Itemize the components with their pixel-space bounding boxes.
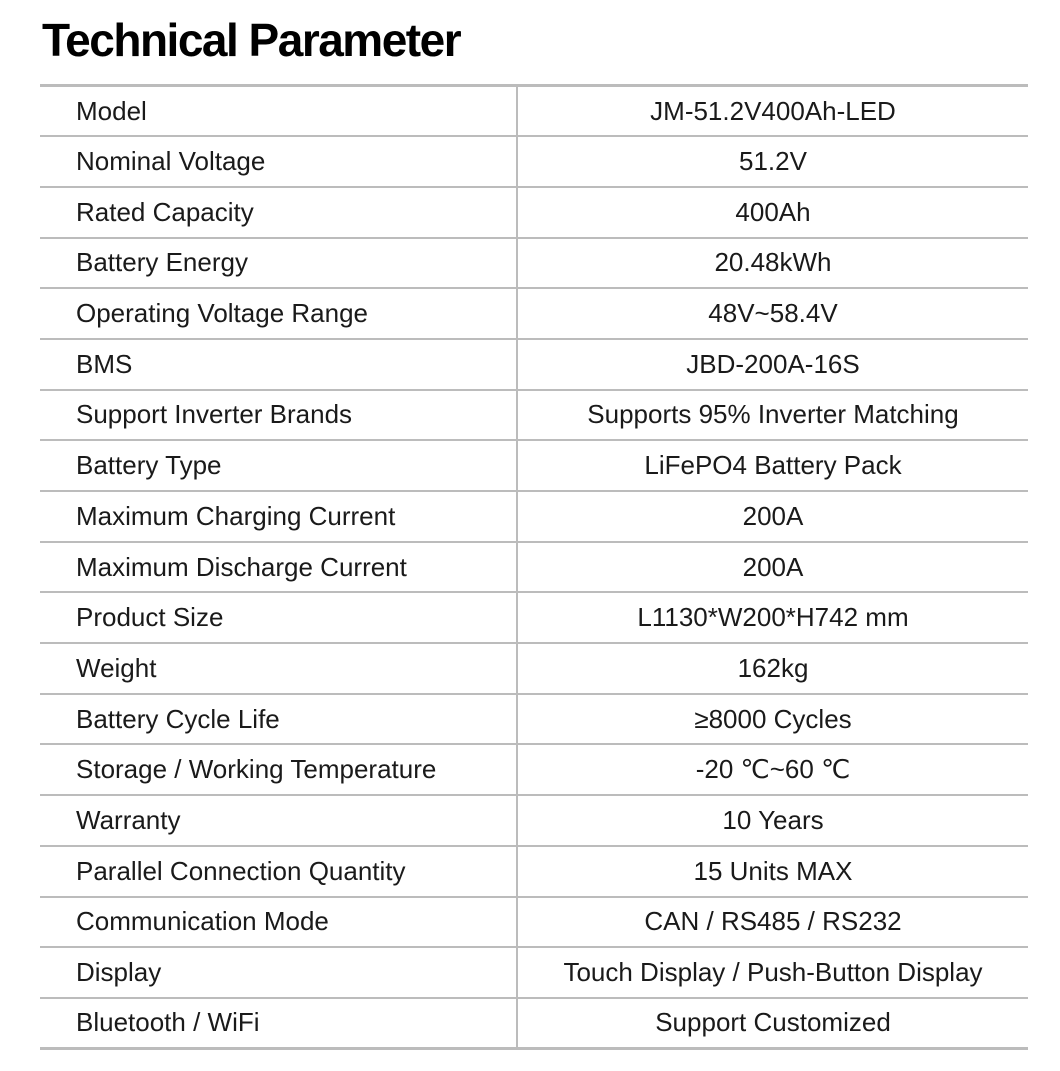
param-name: Storage / Working Temperature	[40, 744, 517, 795]
param-value: Supports 95% Inverter Matching	[517, 390, 1028, 441]
param-value: 200A	[517, 491, 1028, 542]
table-row	[40, 795, 1028, 846]
table-row	[40, 86, 1028, 137]
param-name: Communication Mode	[40, 897, 517, 948]
param-name: BMS	[40, 339, 517, 390]
table-row	[40, 744, 1028, 795]
table-row	[40, 390, 1028, 441]
table-row	[40, 238, 1028, 289]
param-value: CAN / RS485 / RS232	[517, 897, 1028, 948]
table-row	[40, 947, 1028, 998]
table-row	[40, 846, 1028, 897]
param-name: Battery Energy	[40, 238, 517, 289]
param-value: LiFePO4 Battery Pack	[517, 440, 1028, 491]
param-value: 15 Units MAX	[517, 846, 1028, 897]
param-name: Product Size	[40, 592, 517, 643]
param-value: 51.2V	[517, 136, 1028, 187]
table-row	[40, 592, 1028, 643]
param-name: Operating Voltage Range	[40, 288, 517, 339]
table-row	[40, 187, 1028, 238]
table-row	[40, 440, 1028, 491]
param-value: JBD-200A-16S	[517, 339, 1028, 390]
param-name: Display	[40, 947, 517, 998]
param-value: 20.48kWh	[517, 238, 1028, 289]
table-row	[40, 339, 1028, 390]
param-name: Model	[40, 86, 517, 137]
param-name: Bluetooth / WiFi	[40, 998, 517, 1049]
table-row	[40, 897, 1028, 948]
param-value: 162kg	[517, 643, 1028, 694]
param-value: 48V~58.4V	[517, 288, 1028, 339]
table-row	[40, 643, 1028, 694]
param-name: Parallel Connection Quantity	[40, 846, 517, 897]
table-row	[40, 136, 1028, 187]
param-value: L1130*W200*H742 mm	[517, 592, 1028, 643]
param-value: 400Ah	[517, 187, 1028, 238]
table-row	[40, 288, 1028, 339]
param-name: Battery Cycle Life	[40, 694, 517, 745]
param-value: -20 ℃~60 ℃	[517, 744, 1028, 795]
param-name: Weight	[40, 643, 517, 694]
param-name: Nominal Voltage	[40, 136, 517, 187]
param-name: Rated Capacity	[40, 187, 517, 238]
param-value: 10 Years	[517, 795, 1028, 846]
page-title: Technical Parameter	[42, 14, 461, 66]
param-name: Battery Type	[40, 440, 517, 491]
param-value: Support Customized	[517, 998, 1028, 1049]
table-row	[40, 694, 1028, 745]
spec-table-body	[40, 86, 1028, 1049]
param-value: ≥8000 Cycles	[517, 694, 1028, 745]
param-name: Maximum Charging Current	[40, 491, 517, 542]
param-name: Maximum Discharge Current	[40, 542, 517, 593]
param-name: Support Inverter Brands	[40, 390, 517, 441]
table-row	[40, 998, 1028, 1049]
spec-table	[40, 84, 1028, 1050]
param-name: Warranty	[40, 795, 517, 846]
param-value: Touch Display / Push-Button Display	[517, 947, 1028, 998]
table-row	[40, 491, 1028, 542]
param-value: 200A	[517, 542, 1028, 593]
param-value: JM-51.2V400Ah-LED	[517, 86, 1028, 137]
table-row	[40, 542, 1028, 593]
